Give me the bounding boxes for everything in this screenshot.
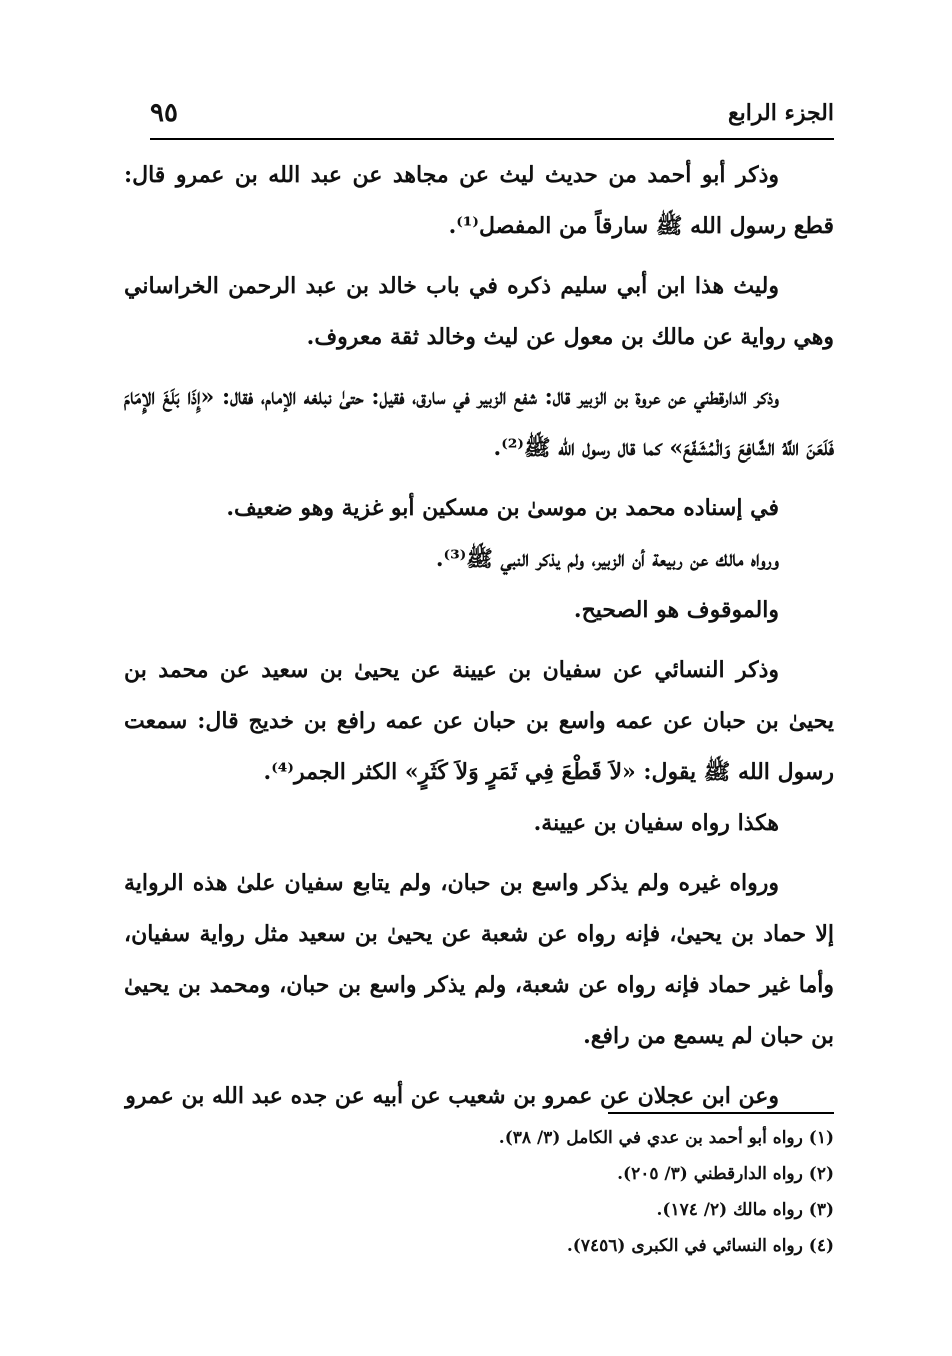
paragraph — [124, 372, 834, 474]
paragraph — [124, 858, 834, 1062]
paragraph-text: وذكر الدارقطني عن عروة بن الزبير قال: شفع الزبير في سارق، فقيل: حتىٰ نبلغه الإمام، فقال: «إِذَا بَلَغَ الإِمَامَ فَلَعَنَ اللَّهُ الشَّافِعَ وَالْمُشَفّعَ» كما قال رسول الله ﷺ⁽²⁾. — [124, 384, 834, 461]
paragraph-text: وذكر النسائي عن سفيان بن عيينة عن يحيىٰ بن سعيد عن محمد بن يحيىٰ بن حبان عن عمه واسع بن حبان عن عمه رافع بن خديج قال: سمعت رسول الله ﷺ يقول: «لاَ قَطْعَ فِي ثَمَرٍ وَلاَ كَثَرٍ» الكثر الجمر⁽⁴⁾. — [124, 657, 834, 785]
paragraph — [124, 645, 834, 798]
footnotes — [300, 1120, 834, 1264]
paragraph — [124, 261, 834, 363]
footnote-separator — [608, 1112, 834, 1114]
indented-line: هكذا رواه سفيان بن عيينة. — [533, 810, 779, 836]
paragraph — [124, 1071, 834, 1122]
paragraph-text: ورواه غيره ولم يذكر واسع بن حبان، ولم يتابع سفيان علىٰ هذه الرواية إلا حماد بن يحيىٰ، فإنه رواه عن شعبة عن يحيىٰ بن سعيد مثل رواية سفيان، وأما غير حماد فإنه رواه عن شعبة، ولم يذكر واسع بن حبان، ومحمد بن يحيىٰ بن حبان لم يسمع من رافع. — [124, 870, 834, 1049]
paragraph-text: وذكر أبو أحمد من حديث ليث عن مجاهد عن عبد الله بن عمرو قال: قطع رسول الله ﷺ سارقاً من المفصل⁽¹⁾. — [124, 162, 834, 239]
running-title: الجزء الرابع — [727, 100, 834, 126]
footnote: (١) رواه أبو أحمد بن عدي في الكامل (٣/ ٣٨). — [498, 1128, 834, 1148]
main-text — [124, 150, 834, 1122]
paragraph-text: وعن ابن عجلان عن عمرو بن شعيب عن أبيه عن جده عبد الله بن عمرو — [125, 1083, 779, 1109]
indented-line: والموقوف هو الصحيح. — [573, 597, 779, 623]
page-header — [150, 92, 834, 140]
page-number: ٩٥ — [150, 98, 178, 128]
paragraph-text: وليث هذا ابن أبي سليم ذكره في باب خالد بن عبد الرحمن الخراساني وهي رواية عن مالك بن معول عن ليث وخالد ثقة معروف. — [124, 273, 834, 350]
indented-line: في إسناده محمد بن موسىٰ بن مسكين أبو غزية وهو ضعيف. — [226, 495, 779, 521]
footnote: (٣) رواه مالك (٢/ ١٧٤). — [656, 1200, 834, 1220]
indented-line: ورواه مالك عن ربيعة أن الزبير، ولم يذكر النبي ﷺ⁽³⁾. — [435, 546, 779, 572]
footnote: (٤) رواه النسائي في الكبرى (٧٤٥٦). — [566, 1236, 834, 1256]
paragraph — [124, 150, 834, 252]
footnote: (٢) رواه الدارقطني (٣/ ٢٠٥). — [617, 1164, 834, 1184]
